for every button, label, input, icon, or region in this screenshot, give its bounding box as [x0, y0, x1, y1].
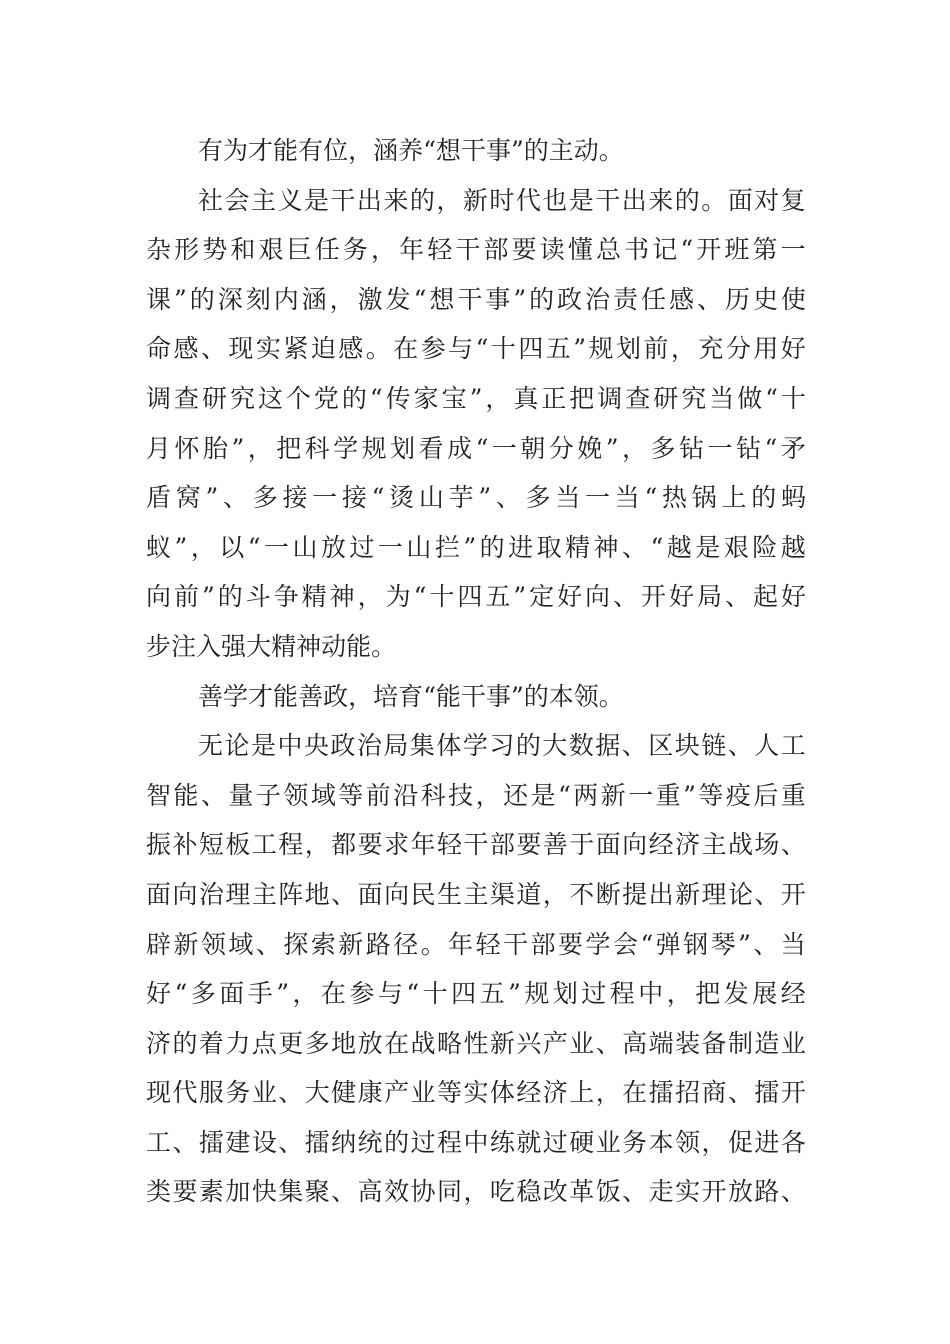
text-line: 杂 形 势 和 艰 巨 任 务 ， 年 轻 干 部 要 读 懂 总 书 记 “ 开 班 第 一 [146, 235, 806, 265]
text-line: 工 、 擂 建 设 、 擂 纳 统 的 过 程 中 练 就 过 硬 业 务 本 领 ， 促 进 各 [146, 1127, 806, 1157]
text-line: 好 “ 多 面 手 ” ， 在 参 与 “ 十 四 五 ” 规 划 过 程 中 ， 把 发 展 经 [146, 979, 806, 1009]
text-line: 济 的 着 力 点 更 多 地 放 在 战 略 性 新 兴 产 业 、 高 端 装 备 制 造 业 [146, 1028, 806, 1058]
text-line: 善 学 才 能 善 政 ， 培 育 “ 能 干 事 ” 的 本 领 。 [198, 681, 624, 711]
text-line: 蚁 ” ， 以 “ 一 山 放 过 一 山 拦 ” 的 进 取 精 神 、 “ 越 是 艰 险 越 [146, 532, 806, 562]
text-line: 命 感 、 现 实 紧 迫 感 。 在 参 与 “ 十 四 五 ” 规 划 前 ， 充 分 用 好 [146, 334, 806, 364]
text-line: 步 注 入 强 大 精 神 动 能 。 [146, 631, 397, 661]
text-line: 辟 新 领 域 、 探 索 新 路 径 。 年 轻 干 部 要 学 会 “ 弹 钢 琴 ” 、 当 [146, 929, 806, 959]
text-line: 智 能 、 量 子 领 域 等 前 沿 科 技 ， 还 是 “ 两 新 一 重 ” 等 疫 后 重 [146, 780, 806, 810]
text-line: 有 为 才 能 有 位 ， 涵 养 “ 想 干 事 ” 的 主 动 。 [198, 136, 624, 165]
text-line: 振 补 短 板 工 程 ， 都 要 求 年 轻 干 部 要 善 于 面 向 经 济 主 战 场 、 [146, 830, 806, 860]
text-line: 向 前 ” 的 斗 争 精 神 ， 为 “ 十 四 五 ” 定 好 向 、 开 好 局 、 起 好 [146, 582, 806, 612]
text-line: 无 论 是 中 央 政 治 局 集 体 学 习 的 大 数 据 、 区 块 链 、 人 工 [198, 731, 806, 761]
text-line: 课 ” 的 深 刻 内 涵 ， 激 发 “ 想 干 事 ” 的 政 治 责 任 感 、 历 史 使 [146, 284, 806, 314]
text-line: 现 代 服 务 业 、 大 健 康 产 业 等 实 体 经 济 上 ， 在 擂 招 商 、 擂 开 [146, 1078, 806, 1108]
text-line: 类 要 素 加 快 集 聚 、 高 效 协 同 ， 吃 稳 改 革 饭 、 走 实 开 放 路 、 [146, 1177, 806, 1207]
text-line: 面 向 治 理 主 阵 地 、 面 向 民 生 主 渠 道 ， 不 断 提 出 新 理 论 、 开 [146, 879, 806, 909]
body-text [146, 126, 806, 1217]
text-line: 社 会 主 义 是 干 出 来 的 ， 新 时 代 也 是 干 出 来 的 。 面 对 复 [198, 185, 806, 215]
text-line: 调 查 研 究 这 个 党 的 “ 传 家 宝 ” ， 真 正 把 调 查 研 究 当 做 “ 十 [146, 383, 806, 413]
text-line: 月 怀 胎 ” ， 把 科 学 规 划 看 成 “ 一 朝 分 娩 ” ， 多 钻 一 钻 “ 矛 [146, 433, 806, 463]
text-line: 盾 窝 ” 、 多 接 一 接 “ 烫 山 芋 ” 、 多 当 一 当 “ 热 锅 上 的 蚂 [146, 483, 806, 513]
